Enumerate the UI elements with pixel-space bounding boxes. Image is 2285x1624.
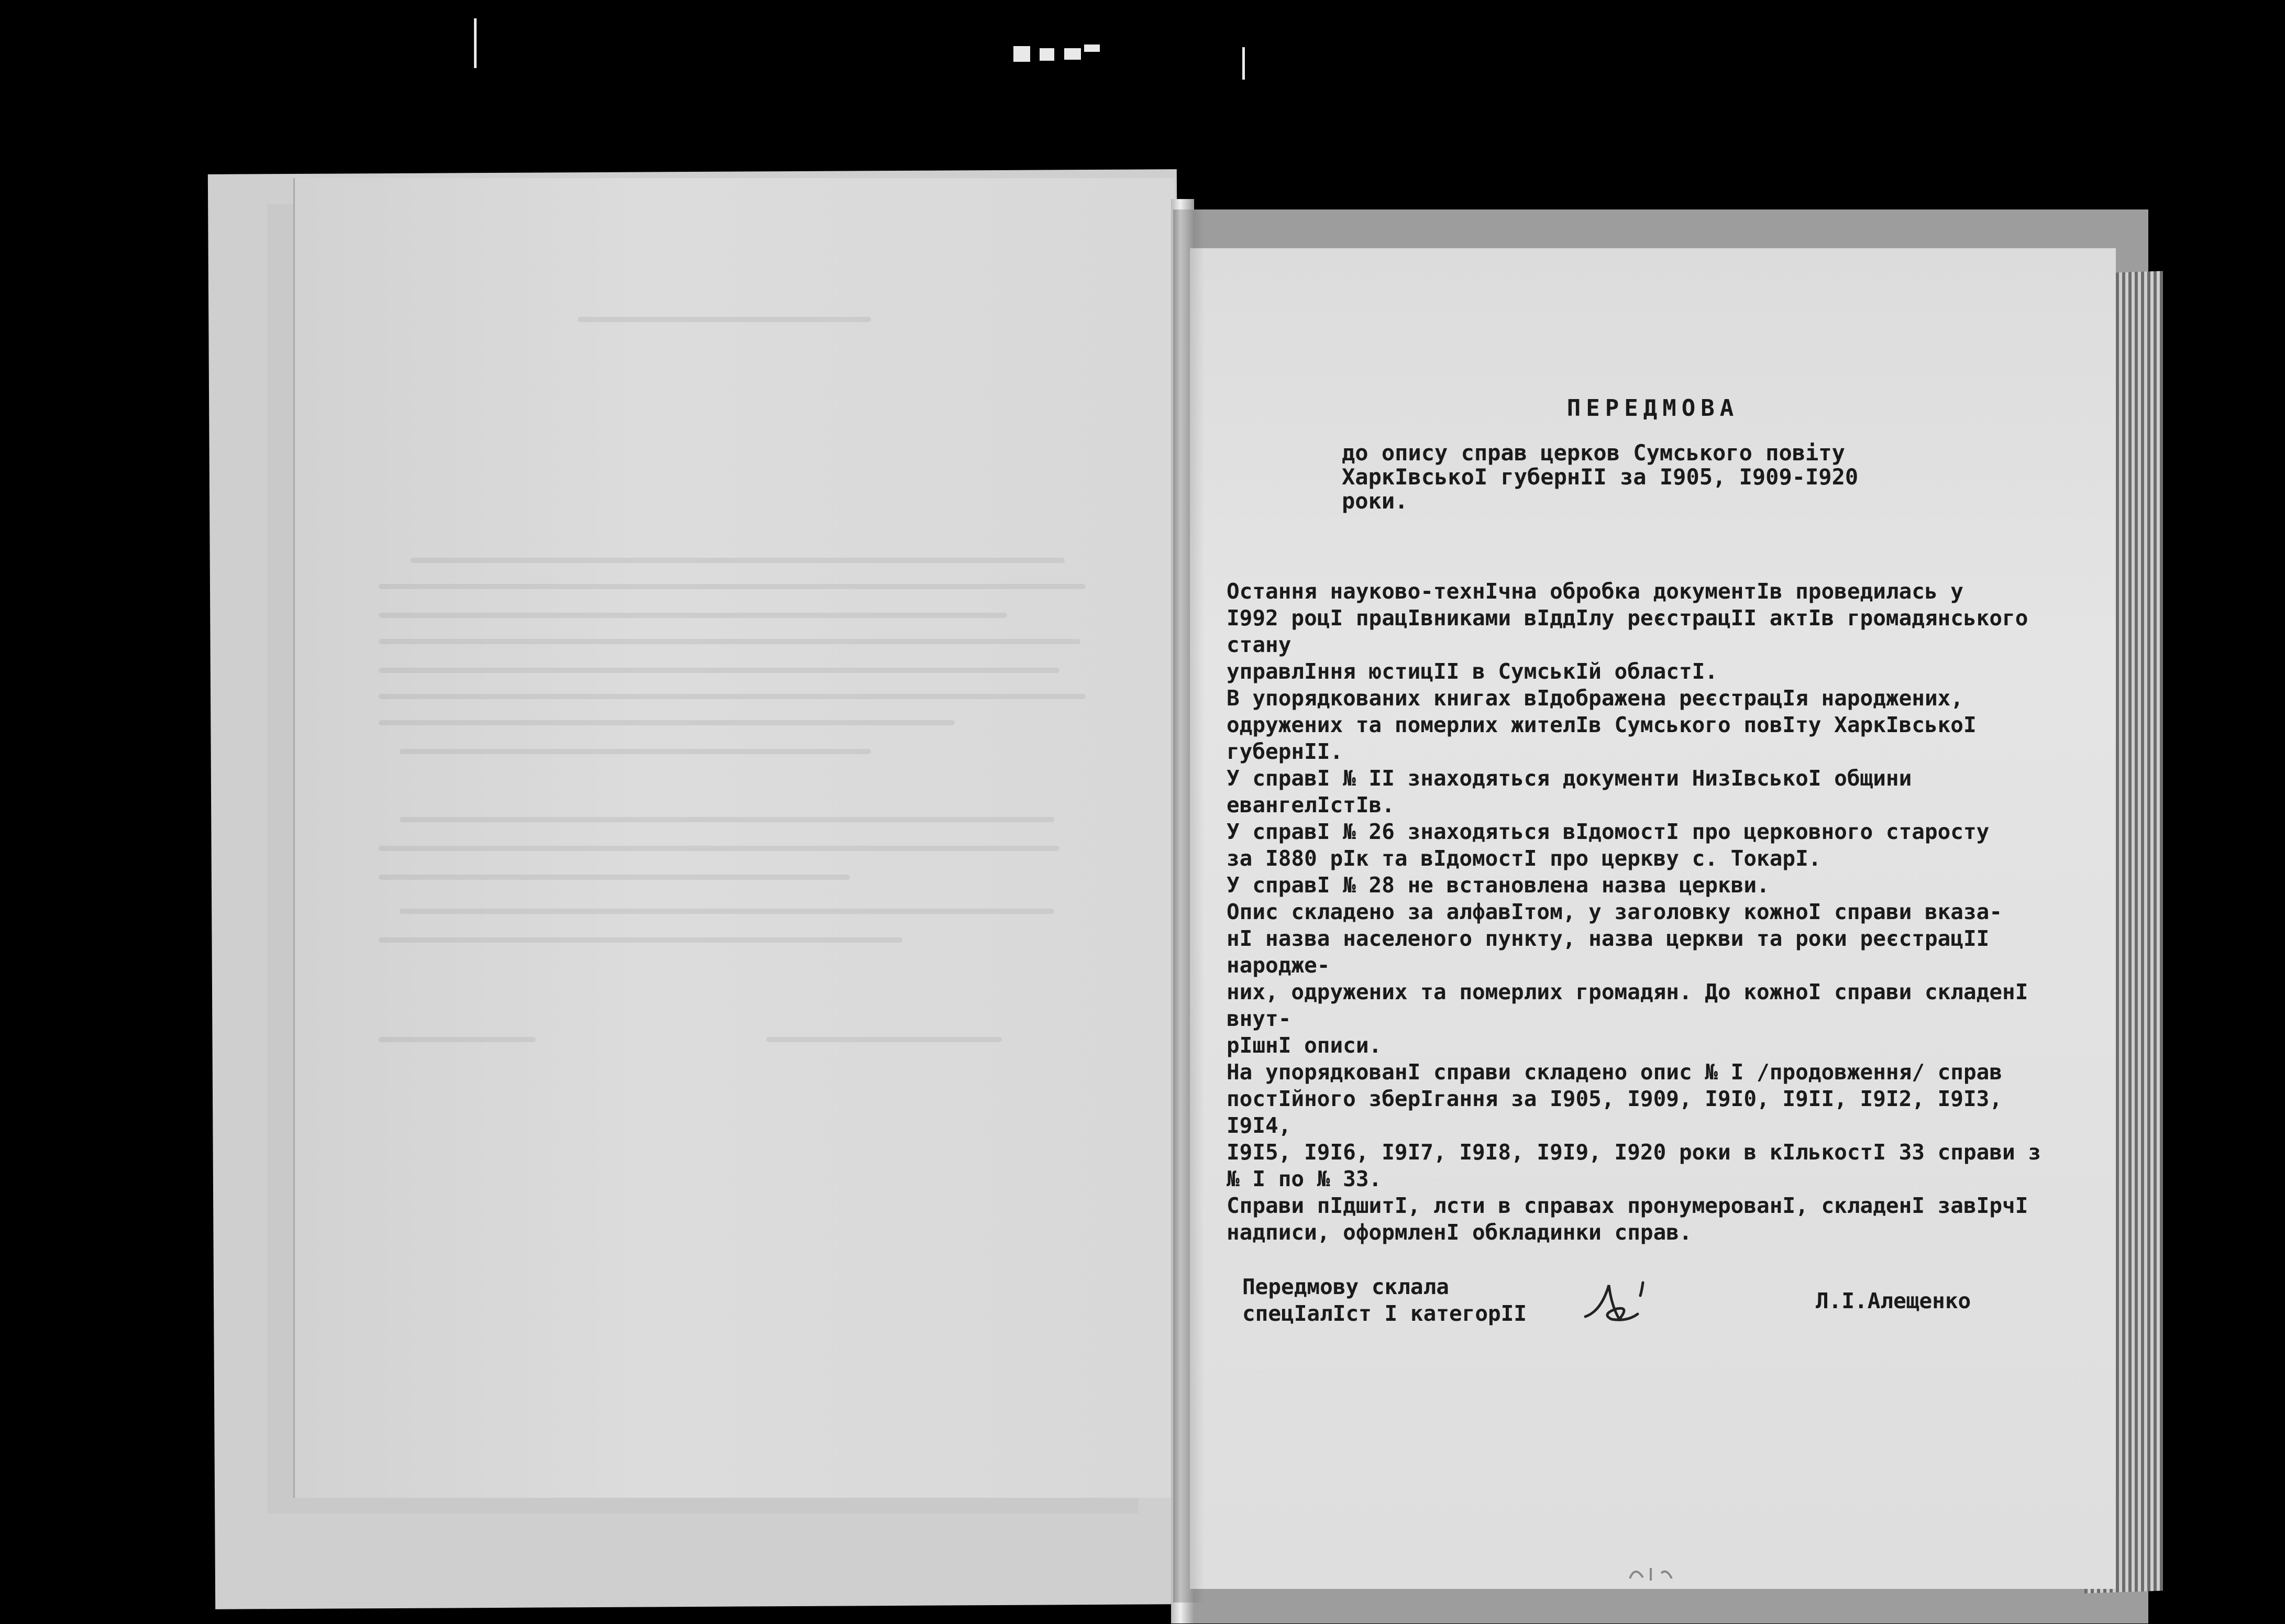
pencil-mark (1625, 1563, 1703, 1584)
signature-name: Л.І.Алещенко (1816, 1288, 1971, 1313)
signature-label: Передмову склала спецІалІст І категорІІ (1242, 1274, 1527, 1326)
document-title: ПЕРЕДМОВА (1566, 395, 1739, 422)
show-through-text (295, 178, 1175, 1498)
scanner-mark (1242, 47, 1245, 80)
left-page (293, 178, 1175, 1498)
scanner-mark (1084, 45, 1100, 52)
scanner-mark (1064, 48, 1081, 60)
document (1190, 248, 2116, 1589)
document-body: Остання науково-технІчна обробка документІв проведилась у І992 роцІ працІвниками вІддІлу реєстрацІІ актІв громадянського стану управлІння юстицІІ в СумськІй областІ. В упорядкованих книгах вІдображена реєстрацІя народжених, одружених та померлих жителІв Сумського повІту ХаркІвськоІ губернІІ. У справІ № ІІ знаходяться документи НизІвськоІ общини евангелІстІв. У справІ № 26 знаходяться вІдомостІ про церковного старосту за І880 рІк та вІдомостІ про церкву с. ТокарІ. У справІ № 28 не встановлена назва церкви. Опис складено за алфавІтом, у заголовку кожноІ справи вказа- нІ назва населеного пункту, назва церкви та роки реєстрацІІ народже- них, одружених та померлих громадян. До кожноІ справи складенІ внут- рІшнІ описи. На упорядкованІ справи складено опис № І /продовження/ справ постІйного зберІгання за І905, І909, І9І0, І9ІІ, І9І2, І9І3, І9І4, І9І5, І9І6, І9І7, І9І8, І9І9, І920 роки в кІлькостІ 33 справи з № І по № 33. Справи пІдшитІ, лсти в справах пронумерованІ, складенІ завІрчІ надписи, оформленІ обкладинки справ. (1227, 579, 2041, 1245)
right-page (1190, 248, 2116, 1589)
handwritten-signature (1580, 1275, 1659, 1332)
document-subtitle: до опису справ церков Сумського повіту ХаркІвськоІ губернІІ за І905, І909-І920 роки. (1342, 440, 1859, 514)
scanner-mark (1040, 48, 1054, 61)
scanner-mark (474, 18, 477, 68)
gutter-shadow (1173, 209, 1205, 1603)
scanner-mark (1013, 46, 1030, 62)
scanner-marks (0, 0, 2285, 105)
